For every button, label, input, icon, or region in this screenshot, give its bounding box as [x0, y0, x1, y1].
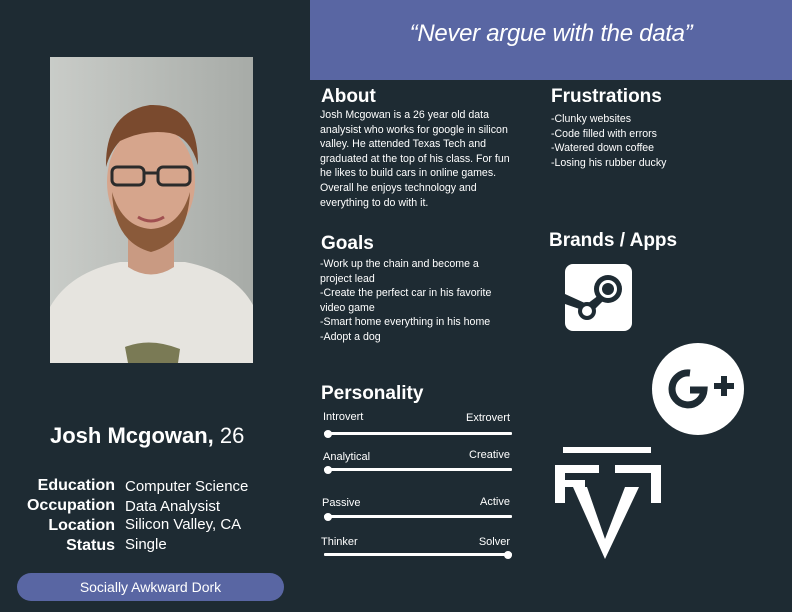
steam-icon — [565, 264, 632, 336]
trait-left-label: Introvert — [323, 411, 364, 423]
trait-left-label: Passive — [322, 497, 361, 509]
about-line: graduated at the top of his class. For fun — [320, 152, 510, 165]
personality-slider-knob — [324, 513, 332, 521]
personality-heading: Personality — [321, 383, 424, 404]
frustration-line: -Watered down coffee — [551, 142, 655, 155]
location-label: Location — [48, 517, 115, 534]
occupation-label: Occupation — [26, 497, 115, 514]
trait-right-label: Creative — [469, 449, 510, 461]
frustration-line: -Losing his rubber ducky — [551, 156, 667, 169]
about-line: Overall he enjoys technology and — [320, 181, 477, 194]
about-line: valley. He attended Texas Tech and — [320, 138, 487, 151]
status-value: Single — [125, 536, 167, 553]
trait-right-label: Active — [480, 496, 510, 508]
trait-left-label: Analytical — [323, 451, 371, 463]
goals-text — [320, 257, 491, 345]
persona-name-text: Josh Mcgowan, — [50, 423, 214, 448]
trait-right-label: Solver — [478, 536, 510, 548]
location-value: Silicon Valley, CA — [125, 516, 242, 533]
goal-line: -Create the perfect car in his favorite — [320, 287, 492, 300]
about-line: analysist who works for google in silicon — [320, 123, 508, 136]
goal-line: -Adopt a dog — [320, 330, 381, 343]
about-line: Josh Mcgowan is a 26 year old data — [320, 109, 490, 121]
trait-right-label: Extrovert — [465, 412, 510, 424]
persona-tag-badge: Socially Awkward Dork — [17, 573, 284, 601]
frustration-line: -Code filled with errors — [551, 127, 657, 140]
about-heading: About — [321, 86, 376, 107]
frustrations-heading: Frustrations — [551, 86, 662, 107]
education-value: Computer Science — [125, 478, 249, 495]
brands-heading: Brands / Apps — [549, 230, 678, 251]
personality-slider-track — [324, 432, 512, 435]
occupation-value: Data Analysist — [125, 498, 221, 515]
about-line: he likes to build cars in online games. — [320, 167, 497, 180]
personality-slider-track — [324, 553, 512, 556]
personality-slider-track — [324, 515, 512, 518]
goal-line: video game — [320, 301, 375, 314]
goal-line: project lead — [320, 272, 375, 285]
education-label: Education — [37, 477, 115, 494]
about-line: everything to do with it. — [320, 196, 429, 209]
profile-photo-illustration — [50, 57, 253, 363]
goal-line: -Smart home everything in his home — [320, 316, 491, 329]
about-text — [320, 108, 510, 210]
personality-slider-knob — [504, 551, 512, 559]
quote-text: “Never argue with the data” — [409, 20, 693, 47]
persona-age: 26 — [219, 423, 245, 448]
persona-name — [50, 423, 244, 449]
frustration-line: -Clunky websites — [551, 113, 632, 125]
fv-logo-icon — [555, 447, 661, 564]
personality-slider-track — [324, 468, 512, 471]
profile-photo — [50, 57, 253, 363]
goals-heading: Goals — [321, 233, 374, 254]
status-label: Status — [66, 537, 115, 554]
google-plus-icon — [652, 343, 744, 440]
personality-slider-knob — [324, 430, 332, 438]
personality-slider-knob — [324, 466, 332, 474]
frustrations-text — [551, 112, 666, 170]
quote-banner — [310, 0, 792, 80]
trait-left-label: Thinker — [321, 536, 358, 548]
goal-line: -Work up the chain and become a — [320, 258, 479, 270]
